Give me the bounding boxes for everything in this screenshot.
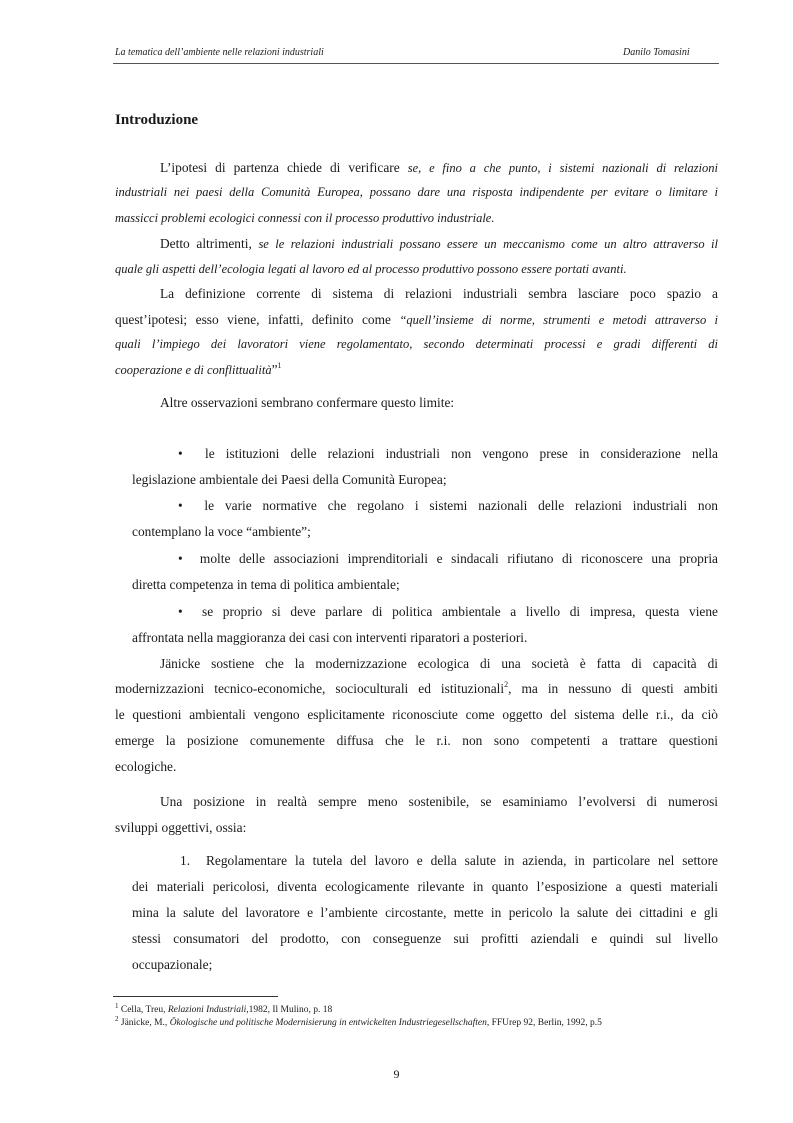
footnote-2: $^2$ Jänicke, M., Ökologische und politische Modernisierung in entwickelten Industriegesellschaften, FFUrep 92, Berlin, 1992, p.5 [115,1015,602,1028]
paragraph-5-line-5: ecologiche. [115,759,177,774]
paragraph-2-line-2: quale gli aspetti dell’ecologia legati al lavoro ed al processo produttivo possono essere portati avanti. [115,262,627,276]
paragraph-5-line-4: emerge la posizione comunemente diffusa che le r.i. non sono competenti a trattare questioni [115,733,718,748]
paragraph-4: Altre osservazioni sembrano confermare questo limite: [160,395,455,410]
numbered-item-1-line-4: stessi consumatori del prodotto, con conseguenze sui profitti aziendali e quindi sul livello [132,931,718,946]
footnote-ref-1: 1 [277,361,282,370]
bullet-3-line-2: diretta competenza in tema di politica ambientale; [132,577,400,592]
paragraph-6-line-1: Una posizione in realtà sempre meno sostenibile, se esaminiamo l’evolversi di numerosi [160,794,718,809]
paragraph-2-line-1: Detto altrimenti, se le relazioni industriali possano essere un meccanismo come un altro attraverso il [160,236,718,251]
section-title: Introduzione [115,112,199,128]
paragraph-1-line-1: L’ipotesi di partenza chiede di verificare se, e fino a che punto, i sistemi nazionali di relazioni [160,160,718,175]
bullet-3-line-1: • molte delle associazioni imprenditoriali e sindacali rifiutano di riconoscere una propria [178,551,718,566]
paragraph-1-line-2: industriali nei paesi della Comunità Europea, possano dare una risposta indipendente per evitare o limitare i [115,185,718,199]
numbered-item-1-line-3: mina la salute del lavoratore e l’ambiente circostante, mette in pericolo la salute dei cittadini e gli [132,905,718,920]
bullet-4-line-1: • se proprio si deve parlare di politica ambientale a livello di impresa, questa viene [178,604,718,619]
bullet-2-line-2: contemplano la voce “ambiente”; [132,524,311,539]
bullet-1-line-2: legislazione ambientale dei Paesi della Comunità Europea; [132,472,447,487]
paragraph-6-line-2: sviluppi oggettivi, ossia: [115,820,247,835]
list-number: 1. [180,853,191,868]
bullet-icon: • [178,446,183,461]
bullet-2-line-1: • le varie normative che regolano i sistemi nazionali delle relazioni industriali non [178,498,718,513]
paragraph-5-line-2: modernizzazioni tecnico-economiche, socioculturali ed istituzionali$^2$, ma in nessuno di questi ambiti [115,680,718,696]
numbered-item-1-line-1: 1. Regolamentare la tutela del lavoro e della salute in azienda, in particolare nel settore [180,853,718,868]
paragraph-5-line-1: Jänicke sostiene che la modernizzazione ecologica di una società è fatta di capacità di [160,656,718,671]
numbered-item-1-line-2: dei materiali pericolosi, diventa ecologicamente rilevante in quanto l’esposizione a questi materiali [132,879,718,894]
paragraph-5-line-3: le questioni ambientali vengono esplicitamente riconosciute come oggetto del sistema delle r.i., da ciò [115,707,718,722]
header-divider [113,63,719,64]
running-header-author: Danilo Tomasini [623,47,690,58]
numbered-item-1-line-5: occupazionale; [132,957,213,972]
paragraph-3-line-2: quest’ipotesi; esso viene, infatti, definito come “quell’insieme di norme, strumenti e metodi attraverso i [115,312,718,327]
bullet-icon: • [178,498,183,513]
footnote-divider [113,996,278,997]
bullet-icon: • [178,551,183,566]
footnote-1: $^1$ Cella, Treu, Relazioni Industriali,1982, Il Mulino, p. 18 [115,1002,333,1015]
paragraph-3-line-4: cooperazione e di conflittualità”$^1$ [115,361,282,377]
bullet-1-line-1: • le istituzioni delle relazioni industriali non vengono prese in considerazione nella [178,446,718,461]
bullet-icon: • [178,604,183,619]
footnote-ref-2: 2 [504,680,509,689]
running-header-title: La tematica dell’ambiente nelle relazioni industriali [115,47,324,58]
bullet-4-line-2: affrontata nella maggioranza dei casi con interventi riparatori a posteriori. [132,630,528,645]
paragraph-3-line-1: La definizione corrente di sistema di relazioni industriali sembra lasciare poco spazio a [160,286,718,301]
paragraph-1-line-3: massicci problemi ecologici connessi con il processo produttivo industriale. [115,211,495,225]
page-number: 9 [393,1067,400,1081]
paragraph-3-line-3: quali l’impiego dei lavoratori viene regolamentato, secondo determinati processi e gradi differenti di [115,337,718,351]
